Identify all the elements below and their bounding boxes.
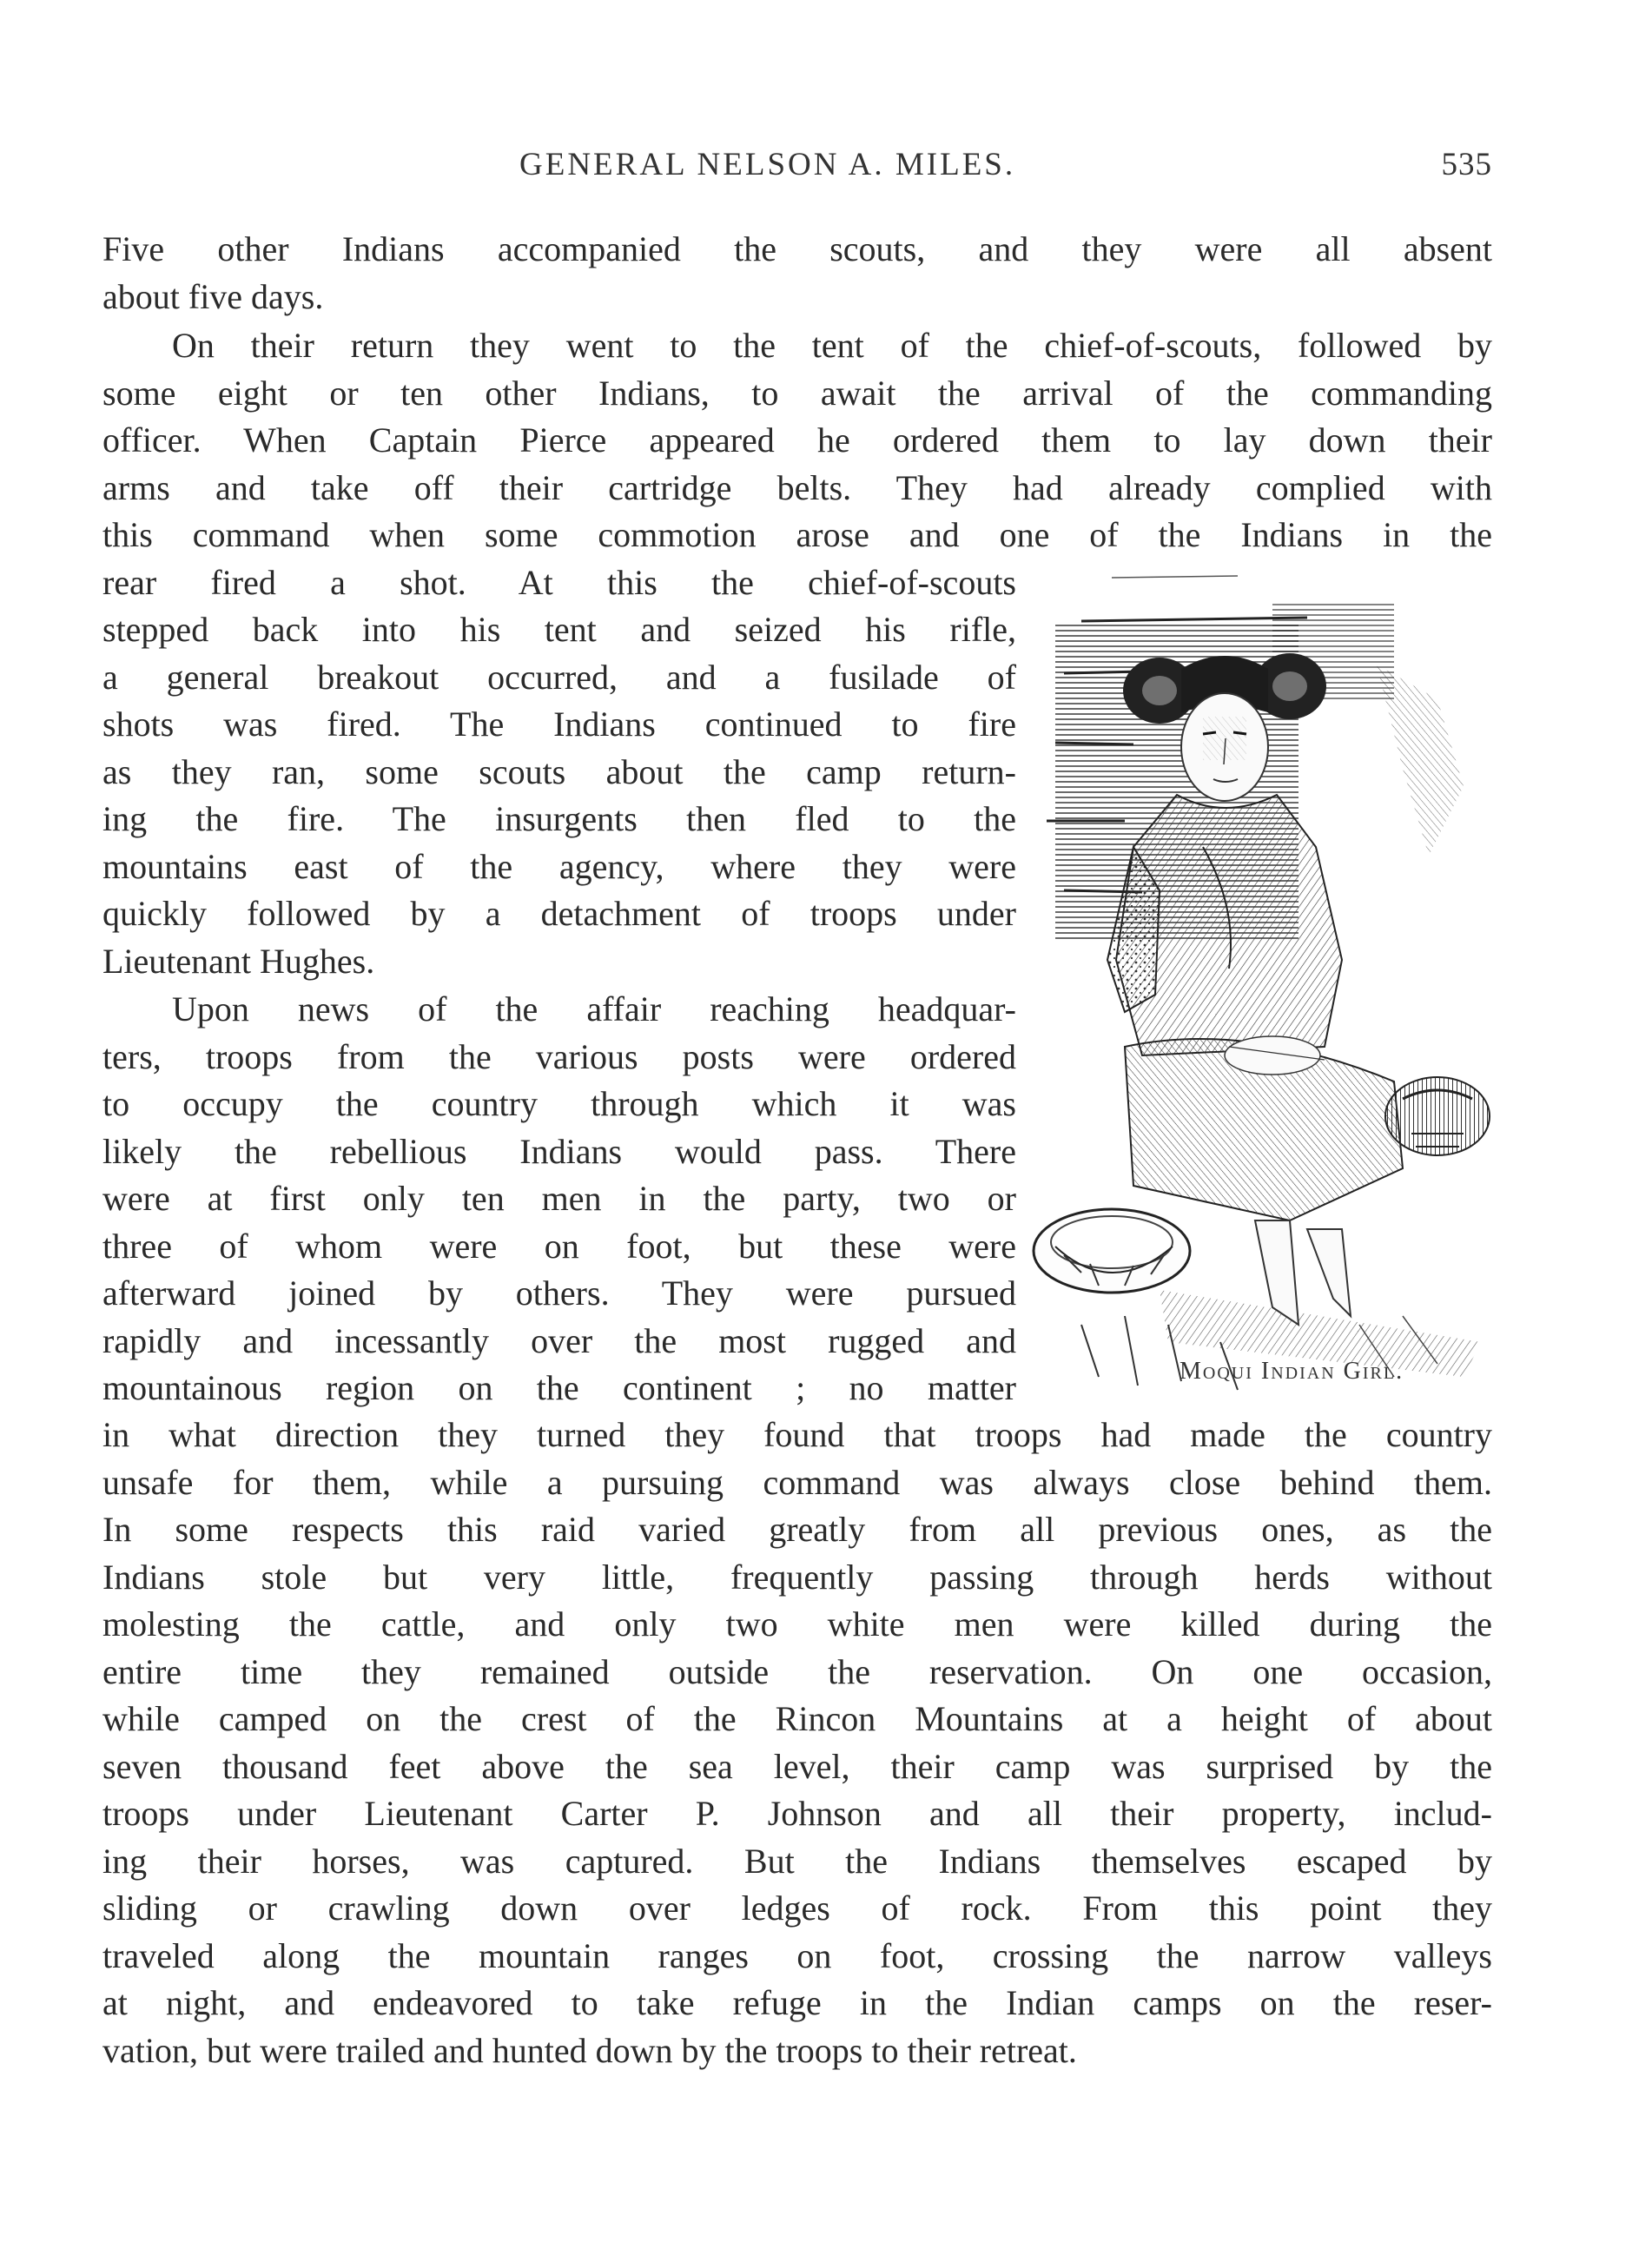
- text-line: traveled along the mountain ranges on foot, crossing the narrow valleys: [102, 1935, 1492, 1975]
- text-line: this command when some commotion arose and one of the Indians in the: [102, 515, 1492, 554]
- text-line: three of whom were on foot, but these were: [102, 1226, 1016, 1266]
- text-line: vation, but were trailed and hunted down by the troops to their retreat.: [102, 2030, 1077, 2070]
- text-line: troops under Lieutenant Carter P. Johnson and all their property, includ-: [102, 1794, 1492, 1833]
- text-line: mountainous region on the continent ; no matter: [102, 1368, 1016, 1407]
- text-line: to occupy the country through which it was: [102, 1084, 1016, 1123]
- text-line: afterward joined by others. They were pursued: [102, 1273, 1016, 1313]
- text-line: a general breakout occurred, and a fusilade of: [102, 657, 1016, 697]
- text-line: Lieutenant Hughes.: [102, 941, 375, 981]
- text-line: arms and take off their cartridge belts. They had already complied with: [102, 467, 1492, 507]
- engraving-drawing: [1029, 560, 1507, 1394]
- text-line: seven thousand feet above the sea level, their camp was surprised by the: [102, 1746, 1492, 1786]
- text-line: Indians stole but very little, frequently passing through herds without: [102, 1557, 1492, 1597]
- text-line: unsafe for them, while a pursuing command was always close behind them.: [102, 1462, 1492, 1502]
- face: [1181, 693, 1268, 801]
- text-line: while camped on the crest of the Rincon Mountains at a height of about: [102, 1699, 1492, 1738]
- text-line: likely the rebellious Indians would pass. There: [102, 1131, 1016, 1171]
- text-line: sliding or crawling down over ledges of rock. From this point they: [102, 1888, 1492, 1928]
- text-line: some eight or ten other Indians, to await the arrival of the commanding: [102, 373, 1492, 413]
- text-line: officer. When Captain Pierce appeared he ordered them to lay down their: [102, 420, 1492, 460]
- text-line: as they ran, some scouts about the camp return-: [102, 751, 1016, 791]
- pottery-jar: [1385, 1077, 1490, 1155]
- text-line: ing the fire. The insurgents then fled to the: [102, 799, 1016, 838]
- text-line: quickly followed by a detachment of troops under: [102, 894, 1016, 933]
- text-line: Five other Indians accompanied the scouts, and they were all absent: [102, 229, 1492, 268]
- text-line: stepped back into his tent and seized his rifle,: [102, 610, 1016, 649]
- text-line: mountains east of the agency, where they were: [102, 846, 1016, 886]
- paragraph-3: [102, 986, 1016, 1412]
- running-head: [102, 146, 1492, 198]
- text-line: ing their horses, was captured. But the Indians themselves escaped by: [102, 1841, 1492, 1881]
- page-number: 535: [1441, 147, 1492, 182]
- text-line: In some respects this raid varied greatly from all previous ones, as the: [102, 1510, 1492, 1549]
- dress: [1107, 795, 1403, 1220]
- figure-caption: Moqui Indian Girl.: [1180, 1358, 1404, 1385]
- text-line: about five days.: [102, 276, 324, 316]
- text-line: ters, troops from the various posts were ordered: [102, 1036, 1016, 1076]
- text-line: entire time they remained outside the reservation. On one occasion,: [102, 1651, 1492, 1691]
- text-line: in what direction they turned they found that troops had made the country: [102, 1415, 1492, 1454]
- text-line: rapidly and incessantly over the most rugged and: [102, 1320, 1016, 1360]
- text-line: rear fired a shot. At this the chief-of-scouts: [102, 562, 1016, 602]
- paragraph-3-continued: [102, 1412, 1492, 2074]
- text-line: On their return they went to the tent of the chief-of-scouts, followed by: [172, 326, 1492, 365]
- paragraph-1: [102, 226, 1492, 321]
- text-line: Upon news of the affair reaching headquar-: [172, 989, 1016, 1028]
- illustration-moqui-girl: [1029, 560, 1507, 1394]
- text-line: molesting the cattle, and only two white men were killed during the: [102, 1604, 1492, 1644]
- basket-bowl: [1034, 1209, 1190, 1293]
- text-line: were at first only ten men in the party, two or: [102, 1179, 1016, 1218]
- text-line: shots was fired. The Indians continued to fire: [102, 704, 1016, 744]
- text-line: at night, and endeavored to take refuge in the Indian camps on the reser-: [102, 1983, 1492, 2022]
- running-head-title: GENERAL NELSON A. MILES.: [519, 147, 1016, 182]
